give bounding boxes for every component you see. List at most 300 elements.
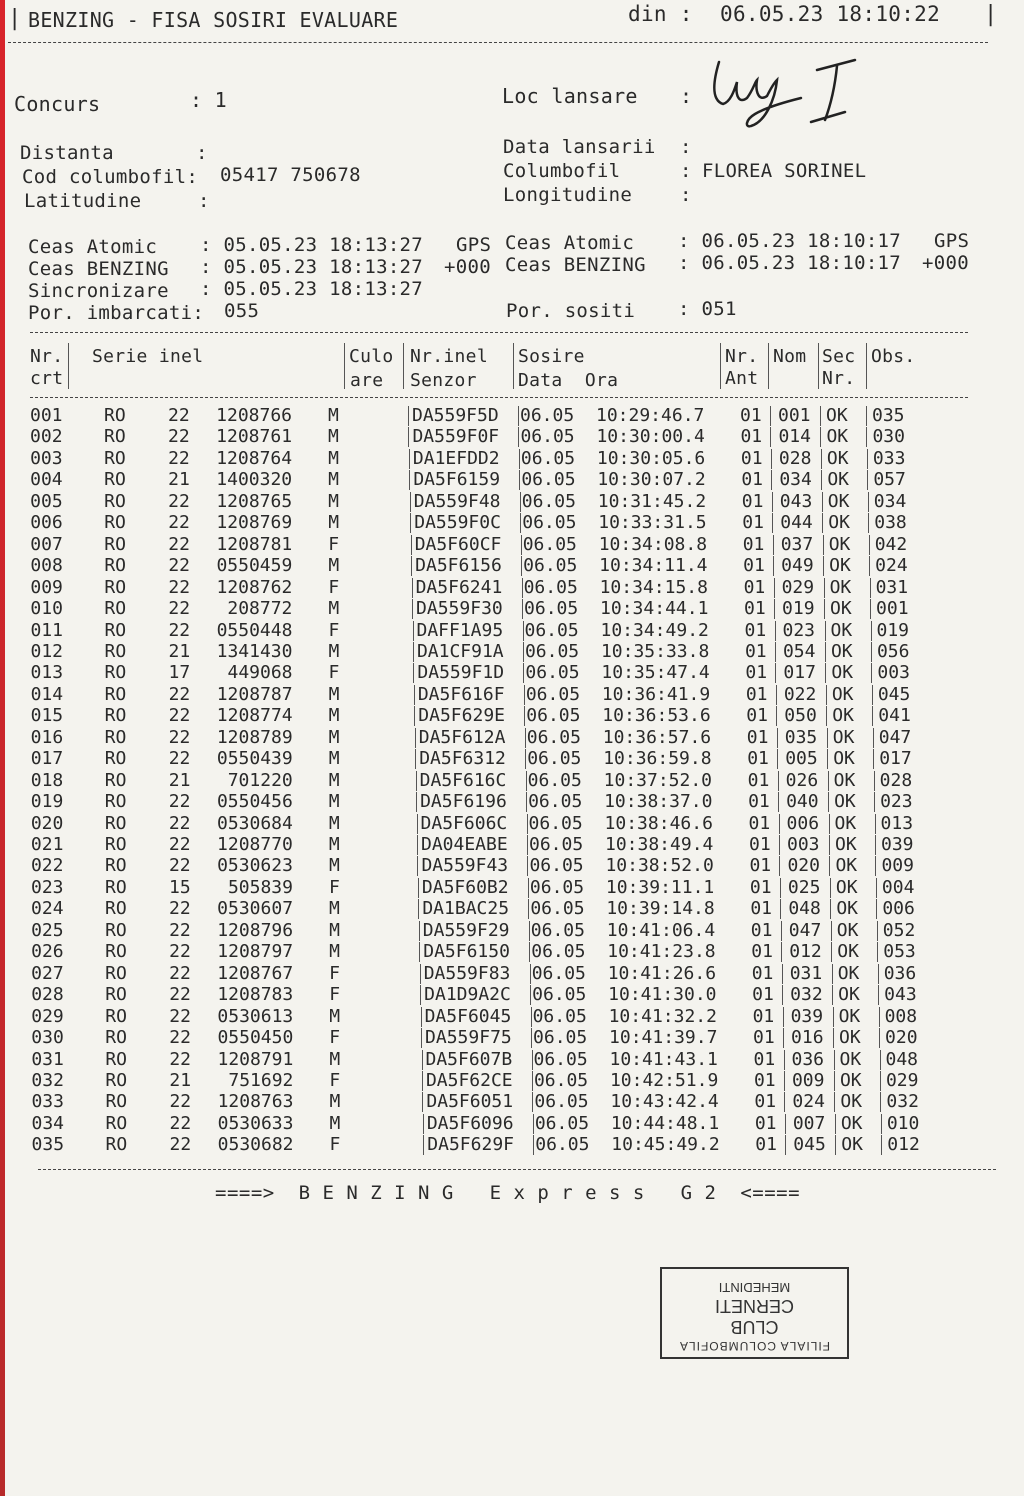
row-ant: 01 — [749, 834, 771, 855]
row-nr: 035 — [31, 1134, 65, 1156]
row-nr: 031 — [31, 1048, 64, 1070]
row-sensor: DA5F629F — [427, 1134, 514, 1156]
row-obs: 041 — [878, 705, 911, 727]
row-separator — [778, 771, 779, 791]
row-year: 22 — [169, 962, 191, 984]
distanta-label: Distanta — [20, 142, 114, 164]
row-nom: 016 — [791, 1027, 824, 1049]
row-separator — [877, 942, 878, 962]
row-separator — [408, 427, 409, 447]
row-date: 06.05 — [522, 533, 577, 555]
row-nr: 017 — [30, 748, 64, 770]
row-country: RO — [104, 812, 127, 834]
row-sex: M — [328, 705, 340, 727]
row-separator — [415, 749, 416, 769]
row-date: 06.05 — [535, 1134, 590, 1156]
row-country: RO — [104, 555, 126, 577]
row-sex: F — [329, 962, 340, 984]
row-nr: 014 — [30, 683, 64, 705]
row-nr: 023 — [30, 876, 64, 898]
col-sep-7 — [818, 343, 819, 389]
row-separator — [832, 985, 833, 1005]
ceas-benzing-left-suffix: +000 — [444, 256, 491, 278]
row-ring: 1208765 — [216, 490, 293, 512]
row-separator — [771, 449, 772, 469]
row-separator — [783, 1028, 784, 1048]
row-nr: 016 — [30, 726, 64, 748]
row-separator — [779, 814, 780, 834]
row-separator — [522, 578, 523, 598]
row-sensor: DA559F1D — [417, 662, 505, 684]
row-separator — [775, 663, 776, 683]
row-nom: 047 — [788, 919, 822, 941]
row-country: RO — [104, 876, 127, 898]
row-sec: OK — [835, 876, 858, 898]
row-ant: 01 — [742, 512, 764, 534]
row-ring: 1208791 — [217, 1048, 294, 1070]
row-separator — [527, 856, 528, 876]
row-obs: 057 — [873, 469, 906, 491]
table-row — [0, 512, 1024, 534]
row-ring: 1208761 — [216, 426, 293, 448]
row-ant: 01 — [741, 469, 764, 491]
col-sep-6 — [768, 343, 769, 389]
row-ring: 1208787 — [216, 683, 293, 705]
row-country: RO — [105, 1134, 128, 1156]
loc-lansare-handwriting — [705, 52, 865, 132]
row-ring: 0530607 — [217, 898, 294, 920]
row-year: 22 — [169, 1027, 191, 1049]
row-sensor: DA5F6045 — [424, 1005, 512, 1027]
row-nom: 048 — [788, 898, 821, 920]
row-nr: 020 — [30, 812, 64, 834]
row-time: 10:34:11.4 — [599, 555, 708, 577]
row-ant: 01 — [744, 619, 767, 641]
row-sensor: DA5F616F — [417, 683, 505, 705]
row-ant: 01 — [746, 726, 769, 748]
row-separator — [775, 621, 776, 641]
por-imbarcati-label: Por. imbarcati: — [28, 302, 205, 324]
row-sex: F — [328, 576, 340, 598]
ceas-benzing-right-value: : 06.05.23 18:10:17 — [678, 252, 902, 274]
row-sec: OK — [837, 941, 859, 963]
row-separator — [829, 814, 830, 834]
row-sec: OK — [826, 447, 849, 469]
row-separator — [875, 814, 876, 834]
row-sec: OK — [836, 919, 859, 941]
row-separator — [413, 663, 414, 683]
row-time: 10:44:48.1 — [610, 1112, 720, 1134]
row-date: 06.05 — [520, 447, 576, 469]
row-separator — [835, 1135, 836, 1155]
row-separator — [881, 1114, 882, 1134]
row-separator — [773, 535, 774, 555]
row-ring: 0530682 — [217, 1134, 294, 1156]
col-nrinel-h1: Nr.inel — [410, 346, 488, 367]
row-sensor: DA5F6312 — [419, 748, 506, 770]
row-ring: 0530633 — [217, 1112, 294, 1134]
row-ant: 01 — [752, 984, 774, 1006]
row-date: 06.05 — [529, 834, 584, 855]
row-country: RO — [104, 405, 126, 426]
row-ant: 01 — [743, 555, 765, 577]
row-sex: F — [329, 984, 341, 1006]
row-separator — [522, 599, 523, 619]
row-separator — [528, 878, 529, 898]
row-date: 06.05 — [524, 598, 579, 620]
row-separator — [418, 878, 419, 898]
row-ring: 505839 — [227, 876, 293, 898]
stamp-line-4: MEHEDINTI — [718, 1280, 791, 1295]
row-nr: 028 — [31, 984, 64, 1006]
row-separator — [779, 856, 780, 876]
row-separator — [773, 556, 774, 576]
row-date: 06.05 — [529, 876, 585, 898]
ceas-atomic-right-suffix: GPS — [934, 230, 970, 252]
row-ring: 0530684 — [216, 812, 293, 834]
row-time: 10:35:47.4 — [601, 662, 710, 684]
row-year: 22 — [168, 576, 191, 598]
row-separator — [866, 427, 867, 447]
row-sec: OK — [831, 683, 854, 705]
row-obs: 029 — [885, 1069, 919, 1091]
stamp-line-2: CLUB — [730, 1317, 779, 1337]
row-sec: OK — [830, 640, 853, 662]
col-nrinel-h2: Senzor — [410, 370, 477, 391]
table-row — [0, 984, 1024, 1006]
row-separator — [827, 749, 828, 769]
row-separator — [779, 835, 780, 855]
row-sex: M — [328, 405, 339, 426]
row-separator — [530, 985, 531, 1005]
ceas-atomic-left-value: : 05.05.23 18:13:27 — [200, 234, 424, 256]
row-separator — [524, 706, 525, 726]
row-obs: 035 — [872, 405, 905, 426]
table-row — [0, 941, 1024, 963]
row-separator — [421, 1007, 422, 1027]
table-row — [0, 877, 1024, 899]
table-row — [0, 641, 1024, 663]
row-year: 22 — [169, 1134, 192, 1156]
data-lansarii-label: Data lansarii — [503, 136, 656, 158]
row-date: 06.05 — [534, 1091, 589, 1113]
col-sep-2 — [344, 343, 345, 389]
table-row — [0, 448, 1024, 470]
row-time: 10:36:59.8 — [603, 748, 712, 770]
row-obs: 033 — [872, 447, 906, 469]
row-separator — [523, 642, 524, 662]
row-nr: 018 — [30, 769, 64, 791]
row-separator — [527, 835, 528, 855]
table-row — [0, 469, 1024, 491]
row-ant: 01 — [749, 855, 772, 877]
row-separator — [414, 685, 415, 705]
row-time: 10:33:31.5 — [598, 512, 707, 534]
row-country: RO — [104, 490, 126, 512]
row-sex: M — [328, 490, 340, 512]
row-ring: 208772 — [227, 598, 293, 620]
row-nr: 027 — [31, 962, 64, 984]
row-obs: 036 — [883, 962, 917, 984]
row-separator — [524, 685, 525, 705]
row-obs: 032 — [886, 1091, 919, 1113]
row-year: 22 — [168, 855, 191, 877]
row-separator — [519, 470, 520, 490]
row-separator — [834, 1050, 835, 1070]
row-nom: 040 — [786, 791, 819, 813]
row-sex: M — [329, 1005, 341, 1027]
row-sec: OK — [840, 1091, 863, 1113]
row-ant: 01 — [753, 1048, 776, 1070]
loc-lansare-label: Loc lansare — [502, 84, 638, 108]
row-time: 10:38:49.4 — [605, 834, 714, 855]
row-separator — [782, 964, 783, 984]
row-obs: 013 — [880, 812, 914, 834]
row-country: RO — [104, 769, 127, 791]
row-separator — [821, 470, 822, 490]
row-nr: 029 — [31, 1005, 64, 1027]
row-obs: 020 — [885, 1027, 918, 1049]
table-row — [0, 1113, 1024, 1135]
table-row — [0, 534, 1024, 556]
row-country: RO — [104, 683, 127, 705]
table-row — [0, 963, 1024, 985]
row-nom: 036 — [791, 1048, 825, 1070]
row-separator — [872, 685, 873, 705]
row-separator — [784, 1050, 785, 1070]
row-date: 06.05 — [526, 726, 581, 748]
row-nom: 019 — [782, 598, 815, 620]
row-sec: OK — [832, 705, 854, 727]
row-separator — [410, 513, 411, 533]
row-ring: 0530623 — [217, 855, 293, 877]
row-sensor: DA559F43 — [421, 855, 509, 877]
row-time: 10:38:52.0 — [605, 855, 714, 877]
row-date: 06.05 — [523, 576, 578, 598]
row-year: 22 — [169, 1091, 192, 1113]
table-row — [0, 834, 1024, 856]
row-separator — [518, 406, 519, 426]
row-country: RO — [104, 469, 126, 491]
row-separator — [829, 856, 830, 876]
row-separator — [876, 878, 877, 898]
row-separator — [873, 728, 874, 748]
row-time: 10:41:26.6 — [607, 962, 717, 984]
row-separator — [784, 1071, 785, 1091]
row-sex: F — [328, 619, 340, 641]
row-country: RO — [104, 512, 126, 534]
row-date: 06.05 — [520, 426, 575, 448]
row-sensor: DA5F6096 — [426, 1112, 514, 1134]
row-separator — [776, 685, 777, 705]
row-country: RO — [104, 834, 127, 855]
row-sec: OK — [841, 1134, 863, 1156]
row-separator — [871, 642, 872, 662]
row-country: RO — [104, 705, 127, 727]
col-sep-3 — [403, 343, 404, 389]
row-sex: F — [328, 876, 340, 898]
row-nom: 005 — [785, 748, 818, 770]
row-country: RO — [104, 748, 127, 770]
row-country: RO — [104, 426, 126, 448]
table-row — [0, 920, 1024, 942]
row-nr: 033 — [31, 1091, 64, 1113]
row-separator — [880, 1050, 881, 1070]
row-time: 10:34:15.8 — [599, 576, 708, 598]
row-nr: 009 — [30, 576, 63, 598]
row-country: RO — [105, 1027, 127, 1049]
row-date: 06.05 — [521, 469, 576, 491]
table-row — [0, 684, 1024, 706]
row-year: 22 — [168, 533, 190, 555]
row-nom: 003 — [787, 834, 820, 855]
row-separator — [774, 578, 775, 598]
row-sec: OK — [836, 898, 859, 920]
row-separator — [413, 642, 414, 662]
table-row — [0, 813, 1024, 835]
row-separator — [880, 1092, 881, 1112]
stamp-line-1: FILIALA COLUMBOFILA — [678, 1339, 831, 1353]
row-separator — [415, 728, 416, 748]
row-separator — [523, 621, 524, 641]
row-nom: 023 — [782, 619, 816, 641]
row-separator — [774, 599, 775, 619]
col-nom-h1: Nom — [773, 346, 807, 367]
row-separator — [820, 406, 821, 426]
row-separator — [423, 1114, 424, 1134]
row-separator — [868, 492, 869, 512]
sincronizare-value: : 05.05.23 18:13:27 — [200, 278, 424, 300]
ceas-benzing-left-value: : 05.05.23 18:13:27 — [200, 256, 424, 278]
row-ant: 01 — [740, 447, 763, 469]
row-separator — [833, 1028, 834, 1048]
row-separator — [822, 513, 823, 533]
longitudine-label: Longitudine — [503, 184, 633, 206]
row-sex: M — [328, 791, 340, 813]
row-separator — [521, 556, 522, 576]
row-separator — [874, 792, 875, 812]
table-row — [0, 748, 1024, 770]
row-year: 21 — [168, 469, 190, 491]
row-ring: 1341430 — [216, 640, 293, 662]
row-ant: 01 — [746, 705, 768, 727]
row-separator — [879, 1007, 880, 1027]
row-separator — [529, 921, 530, 941]
row-separator — [825, 621, 826, 641]
row-separator — [770, 406, 771, 426]
din-label: din : — [628, 2, 693, 26]
row-sec: OK — [835, 855, 858, 877]
row-separator — [824, 599, 825, 619]
row-separator — [411, 535, 412, 555]
row-separator — [881, 1135, 882, 1155]
row-separator — [417, 856, 418, 876]
row-year: 22 — [169, 941, 191, 963]
row-ant: 01 — [747, 769, 770, 791]
row-sex: M — [329, 1091, 341, 1113]
row-sex: M — [328, 834, 340, 855]
row-separator — [823, 535, 824, 555]
row-ant: 01 — [754, 1112, 777, 1134]
concurs-value: : 1 — [190, 88, 228, 112]
row-country: RO — [105, 1069, 128, 1091]
row-separator — [826, 685, 827, 705]
row-obs: 038 — [874, 512, 907, 534]
col-sosire-h2: Data Ora — [518, 370, 619, 391]
row-date: 06.05 — [534, 1112, 590, 1134]
row-separator — [519, 449, 520, 469]
row-separator — [518, 427, 519, 447]
row-obs: 003 — [877, 662, 910, 684]
row-obs: 047 — [878, 726, 912, 748]
row-separator — [880, 1071, 881, 1091]
row-separator — [869, 556, 870, 576]
row-nr: 001 — [30, 405, 63, 426]
row-country: RO — [104, 726, 127, 748]
table-header-divider — [30, 397, 968, 398]
row-ring: 0530613 — [217, 1005, 294, 1027]
row-nr: 003 — [30, 447, 63, 469]
row-separator — [414, 706, 415, 726]
row-ring: 1208774 — [216, 705, 293, 727]
row-year: 22 — [168, 447, 190, 469]
row-date: 06.05 — [532, 984, 587, 1006]
row-ant: 01 — [749, 876, 772, 898]
row-sensor: DA5F6150 — [423, 941, 510, 963]
row-sensor: DA559F29 — [422, 919, 510, 941]
table-row — [0, 855, 1024, 877]
row-ant: 01 — [751, 941, 773, 963]
row-obs: 012 — [887, 1134, 920, 1156]
row-separator — [867, 449, 868, 469]
row-sex: F — [329, 1027, 341, 1049]
row-sex: M — [328, 640, 340, 662]
row-ring: 449068 — [227, 662, 293, 684]
row-sex: M — [329, 1112, 341, 1134]
row-nom: 037 — [780, 533, 814, 555]
row-obs: 019 — [876, 619, 910, 641]
row-sex: M — [328, 812, 340, 834]
row-separator — [525, 749, 526, 769]
row-ring: 1208766 — [216, 405, 292, 426]
row-separator — [866, 406, 867, 426]
row-sex: M — [328, 683, 340, 705]
row-separator — [528, 899, 529, 919]
row-ring: 0550450 — [217, 1027, 294, 1049]
row-nom: 024 — [792, 1091, 825, 1113]
row-date: 06.05 — [530, 919, 585, 941]
row-nr: 013 — [30, 662, 64, 684]
row-sec: OK — [830, 619, 853, 641]
row-ant: 01 — [748, 812, 771, 834]
cod-columbofil-value: 05417 750678 — [220, 164, 361, 186]
right-bar: | — [984, 2, 998, 27]
row-nr: 006 — [30, 512, 63, 534]
row-ant: 01 — [741, 490, 764, 512]
row-year: 22 — [168, 748, 191, 770]
row-time: 10:29:46.7 — [596, 405, 705, 426]
row-date: 06.05 — [533, 1027, 588, 1049]
row-time: 10:36:57.6 — [602, 726, 712, 748]
row-time: 10:30:05.6 — [596, 447, 706, 469]
row-separator — [827, 728, 828, 748]
row-sec: OK — [838, 1005, 861, 1027]
col-sep-8 — [866, 343, 867, 389]
row-year: 21 — [168, 769, 191, 791]
row-country: RO — [104, 855, 127, 877]
row-date: 06.05 — [533, 1048, 588, 1070]
table-row — [0, 491, 1024, 513]
